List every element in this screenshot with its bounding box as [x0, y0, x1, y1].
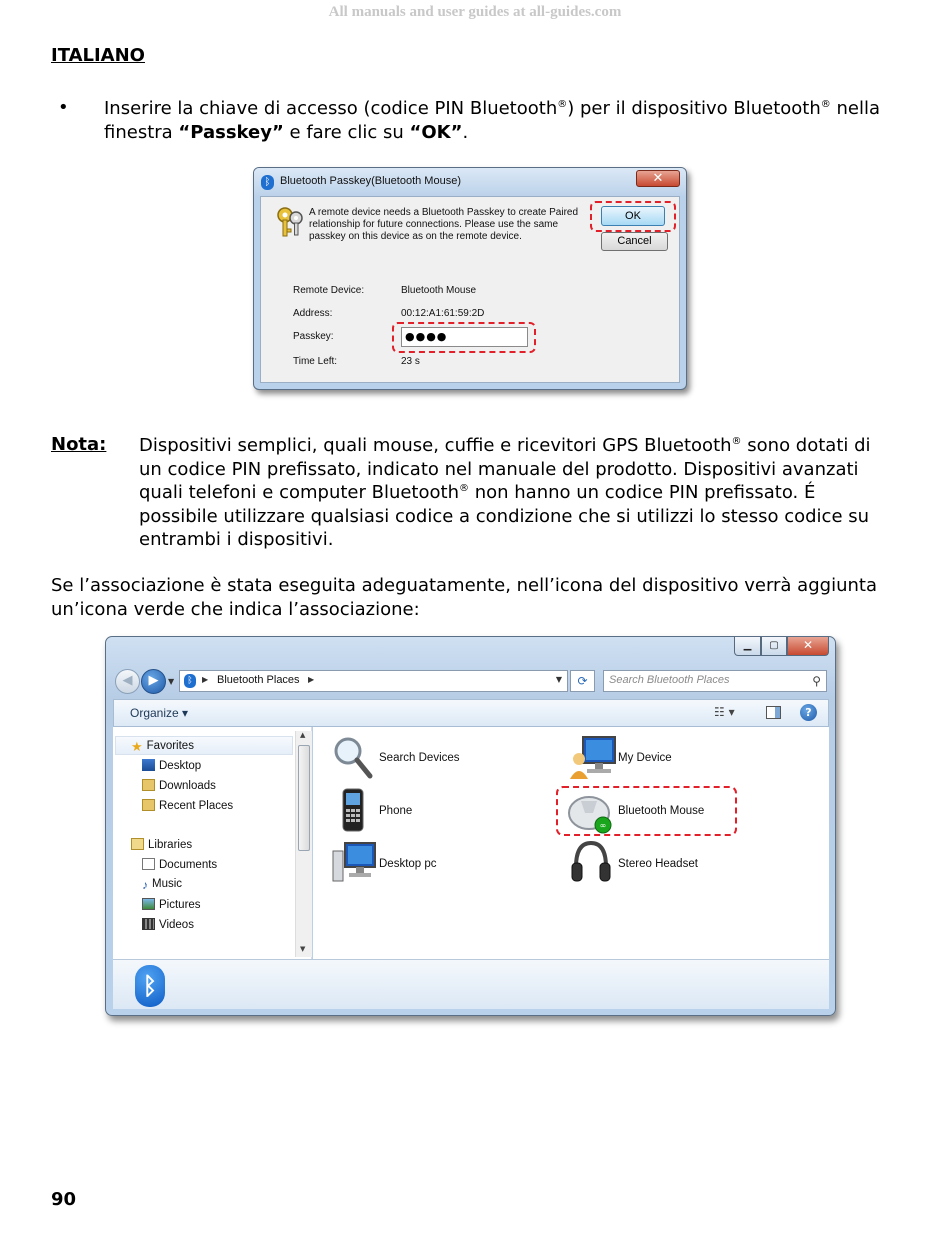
ok-word: “OK” [409, 122, 463, 143]
item-search-devices[interactable]: Search Devices [379, 752, 460, 764]
downloads-folder-icon [142, 779, 155, 791]
headset-icon[interactable] [570, 839, 612, 885]
search-placeholder: Search Bluetooth Places [609, 674, 730, 686]
bluetooth-places-window [105, 636, 836, 1016]
item-desktop-pc[interactable]: Desktop pc [379, 858, 437, 870]
ok-highlight [590, 201, 676, 232]
help-icon[interactable]: ? [800, 704, 817, 721]
refresh-button[interactable]: ⟳ [570, 670, 595, 692]
sidebar-item-favorites[interactable]: ★ Favorites [131, 739, 194, 754]
time-left-label: Time Left: [293, 356, 338, 367]
minimize-button[interactable]: ▁ [734, 637, 761, 656]
history-dropdown-icon[interactable]: ▼ [168, 677, 175, 686]
toolbar [113, 699, 829, 727]
bluetooth-icon: ᛒ [135, 965, 165, 1007]
passkey-highlight [392, 322, 536, 353]
search-input[interactable] [603, 670, 827, 692]
navigation-pane [113, 727, 312, 959]
bluetooth-icon: ᛒ [261, 175, 274, 190]
sidebar-item-music[interactable]: ♪ Music [142, 878, 183, 892]
sidebar-item-libraries[interactable]: Libraries [131, 838, 192, 851]
organize-button[interactable]: Organize ▾ [130, 706, 189, 720]
videos-icon [142, 918, 155, 930]
address-bar[interactable] [179, 670, 568, 692]
item-bluetooth-mouse[interactable]: Bluetooth Mouse [618, 805, 705, 817]
close-button[interactable]: ✕ [787, 637, 829, 656]
note-label: Nota: [51, 434, 107, 455]
back-button[interactable]: ◀ [115, 669, 140, 694]
magnifier-icon[interactable] [331, 734, 375, 780]
details-pane [113, 959, 829, 1009]
bullet-text: Inserire la chiave di accesso (codice PIN Bluetooth®) per il dispositivo Bluetooth® nella finestra “Passkey” e fare clic su “OK”. [104, 98, 881, 143]
time-left-value: 23 s [401, 356, 420, 367]
bullet-symbol: • [58, 97, 69, 118]
sidebar-item-pictures[interactable]: Pictures [142, 898, 201, 911]
sidebar-item-downloads[interactable]: Downloads [142, 779, 216, 792]
sidebar-item-recent-places[interactable]: Recent Places [142, 799, 233, 812]
view-options-icon[interactable]: ☷ ▾ [714, 705, 735, 719]
computer-user-icon[interactable] [569, 735, 617, 781]
address-dropdown-icon[interactable]: ▼ [555, 675, 562, 684]
search-icon[interactable]: ⚲ [812, 674, 821, 688]
section-title: ITALIANO [51, 45, 145, 66]
sidebar-item-desktop[interactable]: Desktop [142, 759, 201, 772]
svg-text:∞: ∞ [599, 821, 607, 830]
maximize-button[interactable]: ▢ [761, 637, 787, 656]
forward-button[interactable]: ▶ [141, 669, 166, 694]
content-pane [313, 727, 829, 959]
item-stereo-headset[interactable]: Stereo Headset [618, 858, 698, 870]
keys-icon [273, 205, 307, 239]
passkey-label: Passkey: [293, 331, 334, 342]
item-my-device[interactable]: My Device [618, 752, 672, 764]
scroll-up-icon[interactable]: ▲ [300, 731, 306, 739]
dialog-title: Bluetooth Passkey(Bluetooth Mouse) [280, 175, 461, 187]
item-phone[interactable]: Phone [379, 805, 413, 817]
documents-icon [142, 858, 155, 870]
breadcrumb[interactable]: Bluetooth Places [217, 674, 300, 686]
preview-pane-icon[interactable] [766, 706, 781, 719]
cancel-button[interactable]: Cancel [601, 232, 668, 251]
music-icon: ♪ [142, 878, 148, 892]
sidebar-item-videos[interactable]: Videos [142, 918, 194, 931]
passkey-dialog [253, 167, 687, 390]
address-label: Address: [293, 308, 333, 319]
bluetooth-icon: ᛒ [184, 674, 196, 688]
scroll-down-icon[interactable]: ▼ [300, 945, 306, 953]
passkey-input[interactable]: ●●●● [401, 327, 528, 347]
mouse-highlight [556, 786, 737, 836]
pictures-icon [142, 898, 155, 910]
dialog-body [260, 196, 680, 383]
nav-scrollbar[interactable] [295, 731, 312, 957]
dialog-message: A remote device needs a Bluetooth Passkey to create Paired relationship for future connections. Please use the same passkey on this device as on the remote device. [309, 207, 579, 242]
breadcrumb-arrow-icon[interactable]: ▶ [202, 675, 209, 684]
address-value: 00:12:A1:61:59:2D [401, 308, 485, 319]
dialog-titlebar [254, 168, 686, 196]
desktop-icon [142, 759, 155, 771]
phone-icon[interactable] [341, 787, 367, 833]
libraries-icon [131, 838, 144, 850]
ok-button[interactable]: OK [601, 206, 665, 226]
scroll-thumb[interactable] [298, 745, 310, 851]
desktop-pc-icon[interactable] [331, 841, 377, 885]
recent-places-icon [142, 799, 155, 811]
watermark: All manuals and user guides at all-guides.com [328, 4, 622, 20]
remote-device-value: Bluetooth Mouse [401, 285, 477, 296]
sidebar-item-documents[interactable]: Documents [142, 858, 217, 871]
dialog-close-button[interactable]: ✕ [636, 170, 680, 187]
star-icon: ★ [131, 739, 143, 754]
association-paragraph: Se l’associazione è stata eseguita adeguatamente, nell’icona del dispositivo verrà aggiunta un’icona verde che indica l’associazione: [51, 575, 877, 620]
remote-device-label: Remote Device: [293, 285, 365, 296]
passkey-word: “Passkey” [178, 122, 284, 143]
breadcrumb-arrow-icon[interactable]: ▶ [308, 675, 315, 684]
page-number: 90 [51, 1189, 77, 1210]
note-text: Dispositivi semplici, quali mouse, cuffie e ricevitori GPS Bluetooth® sono dotati di un codice PIN prefissato, indicato nel manuale del prodotto. Dispositivi avanzati quali telefoni e computer Bluetooth® non hanno un codice PIN prefissato. É possibile utilizzare qualsiasi codice a condizione che si utilizzi lo stesso codice su entrambi i dispositivi. [139, 435, 871, 550]
